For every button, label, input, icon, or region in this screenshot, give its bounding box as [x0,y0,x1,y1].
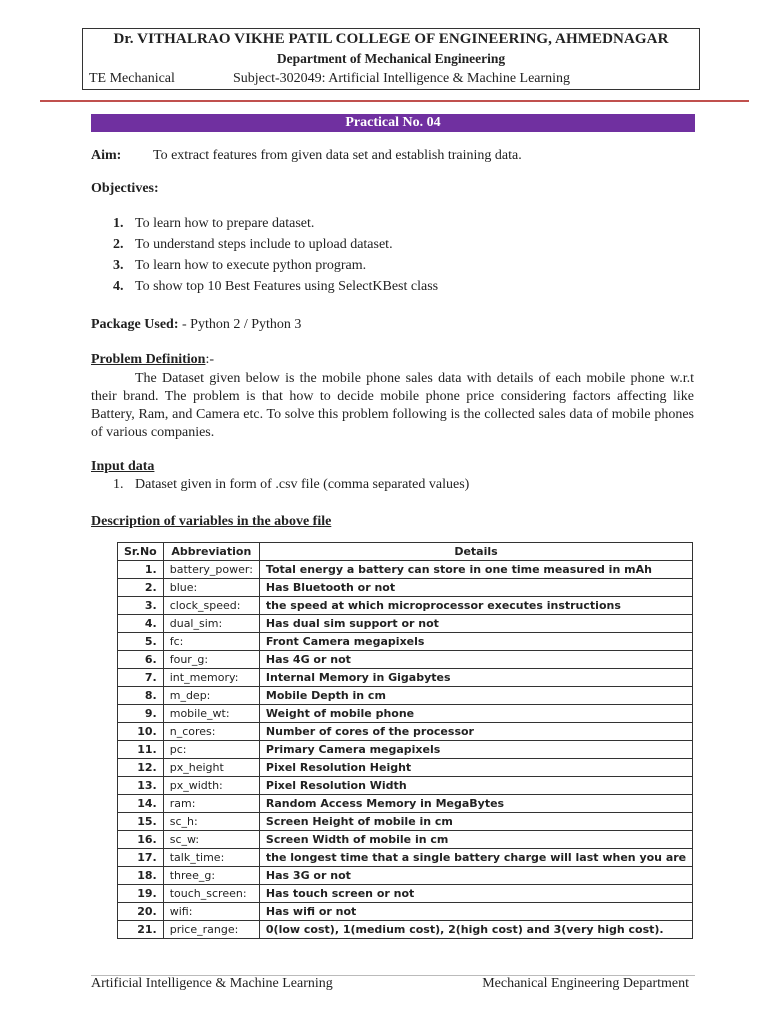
cell-details: 0(low cost), 1(medium cost), 2(high cost) and 3(very high cost). [259,921,692,939]
table-row [118,651,693,669]
table-row [118,759,693,777]
cell-abbreviation: battery_power: [163,561,259,579]
table-row [118,867,693,885]
cell-srno: 1. [118,561,164,579]
cell-srno: 9. [118,705,164,723]
table-row [118,705,693,723]
cell-abbreviation: three_g: [163,867,259,885]
objective-text: To show top 10 Best Features using SelectKBest class [135,279,439,294]
objective-number: 1. [113,216,124,231]
objective-number: 4. [113,279,124,294]
footer-left: Artificial Intelligence & Machine Learning [91,976,333,991]
cell-srno: 17. [118,849,164,867]
cell-details: Has 4G or not [259,651,692,669]
table-row [118,885,693,903]
objective-item [113,234,438,255]
cell-details: Screen Width of mobile in cm [259,831,692,849]
cell-srno: 11. [118,741,164,759]
cell-srno: 2. [118,579,164,597]
header-divider [40,100,749,102]
table-body [118,561,693,939]
cell-details: Pixel Resolution Height [259,759,692,777]
cell-details: Has dual sim support or not [259,615,692,633]
objective-number: 3. [113,258,124,273]
cell-details: Random Access Memory in MegaBytes [259,795,692,813]
input-item-number: 1. [113,477,124,492]
input-item-text: Dataset given in form of .csv file (comma separated values) [135,477,470,492]
objective-text: To learn how to prepare dataset. [135,216,315,231]
table-row [118,741,693,759]
footer-right: Mechanical Engineering Department [482,976,689,991]
table-row [118,921,693,939]
cell-srno: 18. [118,867,164,885]
table-row [118,615,693,633]
table-header-row [118,543,693,561]
cell-details: Weight of mobile phone [259,705,692,723]
cell-abbreviation: blue: [163,579,259,597]
cell-abbreviation: pc: [163,741,259,759]
cell-srno: 19. [118,885,164,903]
cell-abbreviation: talk_time: [163,849,259,867]
cell-abbreviation: px_width: [163,777,259,795]
department-name: Department of Mechanical Engineering [276,51,506,66]
table-row [118,669,693,687]
cell-details: Screen Height of mobile in cm [259,813,692,831]
cell-details: Front Camera megapixels [259,633,692,651]
table-row [118,597,693,615]
problem-suffix: :- [205,352,215,367]
cell-abbreviation: int_memory: [163,669,259,687]
cell-abbreviation: dual_sim: [163,615,259,633]
table-row [118,831,693,849]
table-row [118,813,693,831]
cell-srno: 4. [118,615,164,633]
cell-abbreviation: wifi: [163,903,259,921]
cell-srno: 21. [118,921,164,939]
subject-name: Subject-302049: Artificial Intelligence & Machine Learning [233,71,571,86]
cell-srno: 20. [118,903,164,921]
cell-details: Has wifi or not [259,903,692,921]
header-box [82,28,700,90]
cell-abbreviation: sc_w: [163,831,259,849]
table-row [118,633,693,651]
problem-paragraph: The Dataset given below is the mobile phone sales data with details of each mobile phone w.r.t their brand. The problem is that how to decide mobile phone price considering factors affecting like Battery, Ram, and Camera etc. To solve this problem following is the collected sales data of mobile phones of various companies. [91,371,694,440]
input-data-item [113,477,469,493]
column-header-details: Details [259,543,692,561]
package-label: Package Used: [91,317,179,332]
table-row [118,777,693,795]
cell-srno: 16. [118,831,164,849]
table-row [118,723,693,741]
table-row [118,561,693,579]
cell-details: Primary Camera megapixels [259,741,692,759]
cell-abbreviation: n_cores: [163,723,259,741]
variables-table [117,542,693,939]
cell-details: Has 3G or not [259,867,692,885]
cell-srno: 15. [118,813,164,831]
cell-abbreviation: four_g: [163,651,259,669]
table-row [118,795,693,813]
cell-abbreviation: touch_screen: [163,885,259,903]
cell-srno: 14. [118,795,164,813]
class-name: TE Mechanical [89,71,175,86]
cell-srno: 13. [118,777,164,795]
problem-title: Problem Definition [91,352,206,367]
table-row [118,687,693,705]
objective-item [113,276,438,297]
objective-number: 2. [113,237,124,252]
cell-details: Internal Memory in Gigabytes [259,669,692,687]
cell-srno: 10. [118,723,164,741]
cell-abbreviation: price_range: [163,921,259,939]
table-row [118,903,693,921]
cell-abbreviation: px_height [163,759,259,777]
practical-title: Practical No. 04 [91,114,695,132]
cell-details: Number of cores of the processor [259,723,692,741]
objective-text: To learn how to execute python program. [135,258,367,273]
cell-details: the longest time that a single battery charge will last when you are [259,849,692,867]
table-row [118,579,693,597]
package-used [91,317,301,333]
cell-details: Total energy a battery can store in one time measured in mAh [259,561,692,579]
aim-text: To extract features from given data set and establish training data. [153,148,522,163]
objectives-heading: Objectives: [91,181,159,196]
cell-abbreviation: fc: [163,633,259,651]
cell-abbreviation: ram: [163,795,259,813]
cell-abbreviation: sc_h: [163,813,259,831]
objective-text: To understand steps include to upload dataset. [135,237,393,252]
cell-abbreviation: mobile_wt: [163,705,259,723]
cell-details: Has Bluetooth or not [259,579,692,597]
cell-abbreviation: clock_speed: [163,597,259,615]
objective-item [113,213,438,234]
aim-label: Aim: [91,148,122,163]
cell-abbreviation: m_dep: [163,687,259,705]
problem-heading [91,352,214,368]
cell-details: Pixel Resolution Width [259,777,692,795]
cell-details: Has touch screen or not [259,885,692,903]
column-header-srno: Sr.No [118,543,164,561]
cell-srno: 6. [118,651,164,669]
cell-srno: 5. [118,633,164,651]
column-header-abbreviation: Abbreviation [163,543,259,561]
college-name: Dr. VITHALRAO VIKHE PATIL COLLEGE OF ENGINEERING, AHMEDNAGAR [113,31,669,47]
package-text: - Python 2 / Python 3 [178,317,302,332]
cell-details: Mobile Depth in cm [259,687,692,705]
objectives-list [113,213,438,297]
cell-details: the speed at which microprocessor executes instructions [259,597,692,615]
table-row [118,849,693,867]
description-heading: Description of variables in the above file [91,514,332,529]
cell-srno: 8. [118,687,164,705]
input-data-heading: Input data [91,459,155,474]
cell-srno: 12. [118,759,164,777]
cell-srno: 7. [118,669,164,687]
cell-srno: 3. [118,597,164,615]
objective-item [113,255,438,276]
